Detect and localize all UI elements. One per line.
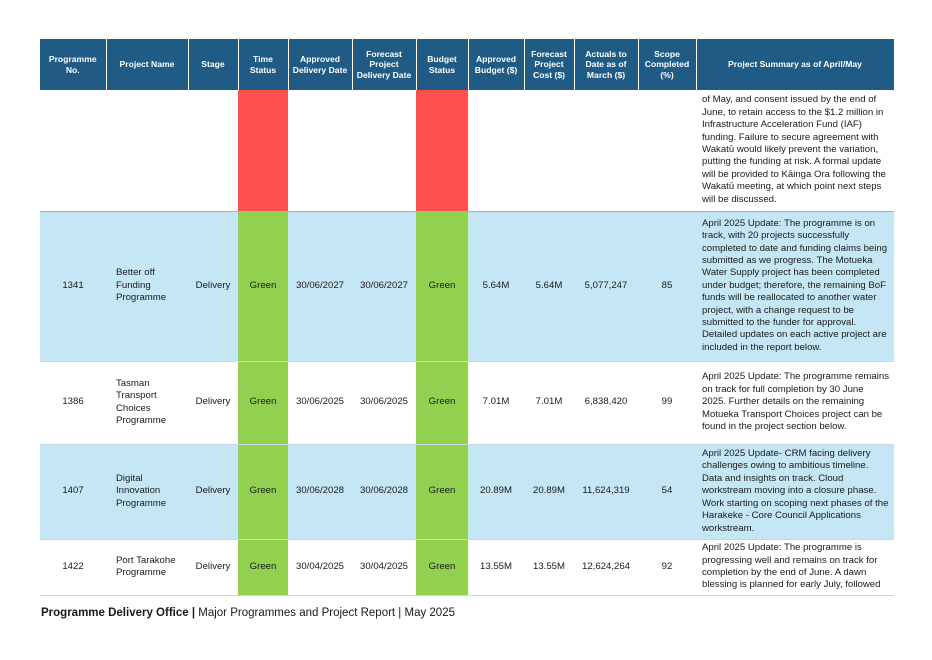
stage-cell: Delivery	[188, 211, 238, 361]
stage-cell: Delivery	[188, 444, 238, 539]
approved-date-cell: 30/06/2025	[288, 361, 352, 444]
actuals-cell: 5,077,247	[574, 211, 638, 361]
actuals-cell: 11,624,319	[574, 444, 638, 539]
budget-status-cell: Green	[416, 211, 468, 361]
scope-cell: 92	[638, 539, 696, 595]
cell-empty	[638, 90, 696, 211]
scope-cell: 99	[638, 361, 696, 444]
budget-status-cell	[416, 90, 468, 211]
cell-empty	[352, 90, 416, 211]
header-project-summary: Project Summary as of April/May	[696, 39, 894, 90]
cell-empty	[468, 90, 524, 211]
header-project-name: Project Name	[106, 39, 188, 90]
table-row	[40, 444, 894, 539]
budget-status-cell: Green	[416, 361, 468, 444]
table-row	[40, 361, 894, 444]
programme-no-cell: 1407	[40, 444, 106, 539]
approved-budget-cell: 13.55M	[468, 539, 524, 595]
header-scope-completed: Scope Completed (%)	[638, 39, 696, 90]
project-summary-cell: of May, and consent issued by the end of June, to retain access to the $1.2 million in Infrastructure Acceleration Fund (IAF) funding. Failure to secure agreement with Wakatū would likely prevent the variation, putting the funding at risk. A formal update will be provided to Kāinga Ora following the Wakatū meeting, at which point next steps will be discussed.	[696, 90, 894, 211]
cell-empty	[106, 90, 188, 211]
project-summary-cell: April 2025 Update- CRM facing delivery challenges owing to ambitious timeline. Data and insights on track. Cloud workstream moving into a closure phase. Work starting on scoping next phases of the Harakeke - Core Council Applications workstream.	[696, 444, 894, 539]
header-stage: Stage	[188, 39, 238, 90]
actuals-cell: 6,838,420	[574, 361, 638, 444]
header-forecast-delivery-date: Forecast Project Delivery Date	[352, 39, 416, 90]
project-name-cell: Digital Innovation Programme	[106, 444, 188, 539]
cell-empty	[40, 90, 106, 211]
programme-no-cell: 1341	[40, 211, 106, 361]
header-approved-delivery-date: Approved Delivery Date	[288, 39, 352, 90]
scope-cell: 54	[638, 444, 696, 539]
header-time-status: Time Status	[238, 39, 288, 90]
forecast-date-cell: 30/06/2028	[352, 444, 416, 539]
programme-status-table	[40, 39, 895, 596]
page-footer	[41, 607, 455, 619]
actuals-cell: 12,624,264	[574, 539, 638, 595]
approved-date-cell: 30/04/2025	[288, 539, 352, 595]
programme-no-cell: 1422	[40, 539, 106, 595]
time-status-cell	[238, 90, 288, 211]
cell-empty	[288, 90, 352, 211]
budget-status-cell: Green	[416, 444, 468, 539]
forecast-date-cell: 30/06/2027	[352, 211, 416, 361]
stage-cell: Delivery	[188, 539, 238, 595]
table-header-row	[40, 39, 894, 90]
approved-date-cell: 30/06/2027	[288, 211, 352, 361]
budget-status-cell: Green	[416, 539, 468, 595]
header-approved-budget: Approved Budget ($)	[468, 39, 524, 90]
header-actuals-to-date: Actuals to Date as of March ($)	[574, 39, 638, 90]
time-status-cell: Green	[238, 539, 288, 595]
project-name-cell: Tasman Transport Choices Programme	[106, 361, 188, 444]
header-programme-no: Programme No.	[40, 39, 106, 90]
stage-cell: Delivery	[188, 361, 238, 444]
forecast-date-cell: 30/04/2025	[352, 539, 416, 595]
forecast-cost-cell: 5.64M	[524, 211, 574, 361]
project-summary-cell: April 2025 Update: The programme is on track, with 20 projects successfully completed to date and funding claims being submitted as we progress. The Motueka Water Supply project has been completed under budget; therefore, the remaining BoF funds will be reallocated to another water project, with a change request to be submitted to the funder for approval. Detailed updates on each active project are included in the report below.	[696, 211, 894, 361]
header-budget-status: Budget Status	[416, 39, 468, 90]
approved-date-cell: 30/06/2028	[288, 444, 352, 539]
forecast-cost-cell: 13.55M	[524, 539, 574, 595]
approved-budget-cell: 5.64M	[468, 211, 524, 361]
forecast-cost-cell: 7.01M	[524, 361, 574, 444]
approved-budget-cell: 7.01M	[468, 361, 524, 444]
header-forecast-cost: Forecast Project Cost ($)	[524, 39, 574, 90]
forecast-cost-cell: 20.89M	[524, 444, 574, 539]
table-row	[40, 211, 894, 361]
forecast-date-cell: 30/06/2025	[352, 361, 416, 444]
table-row	[40, 539, 894, 595]
time-status-cell: Green	[238, 361, 288, 444]
cell-empty	[574, 90, 638, 211]
programme-no-cell: 1386	[40, 361, 106, 444]
cell-empty	[524, 90, 574, 211]
time-status-cell: Green	[238, 444, 288, 539]
project-summary-cell: April 2025 Update: The programme is progressing well and remains on track for completion by the end of June. A dawn blessing is planned for early July, followed	[696, 539, 894, 595]
project-summary-cell: April 2025 Update: The programme remains on track for full completion by 30 June 2025. Further details on the remaining Motueka Transport Choices project can be found in the project section below.	[696, 361, 894, 444]
project-name-cell: Better off Funding Programme	[106, 211, 188, 361]
scope-cell: 85	[638, 211, 696, 361]
time-status-cell: Green	[238, 211, 288, 361]
project-name-cell: Port Tarakohe Programme	[106, 539, 188, 595]
table-row-continued	[40, 90, 894, 211]
footer-office-name: Programme Delivery Office |	[41, 607, 196, 619]
footer-report-title: Major Programmes and Project Report | May 2025	[195, 607, 455, 619]
approved-budget-cell: 20.89M	[468, 444, 524, 539]
cell-empty	[188, 90, 238, 211]
